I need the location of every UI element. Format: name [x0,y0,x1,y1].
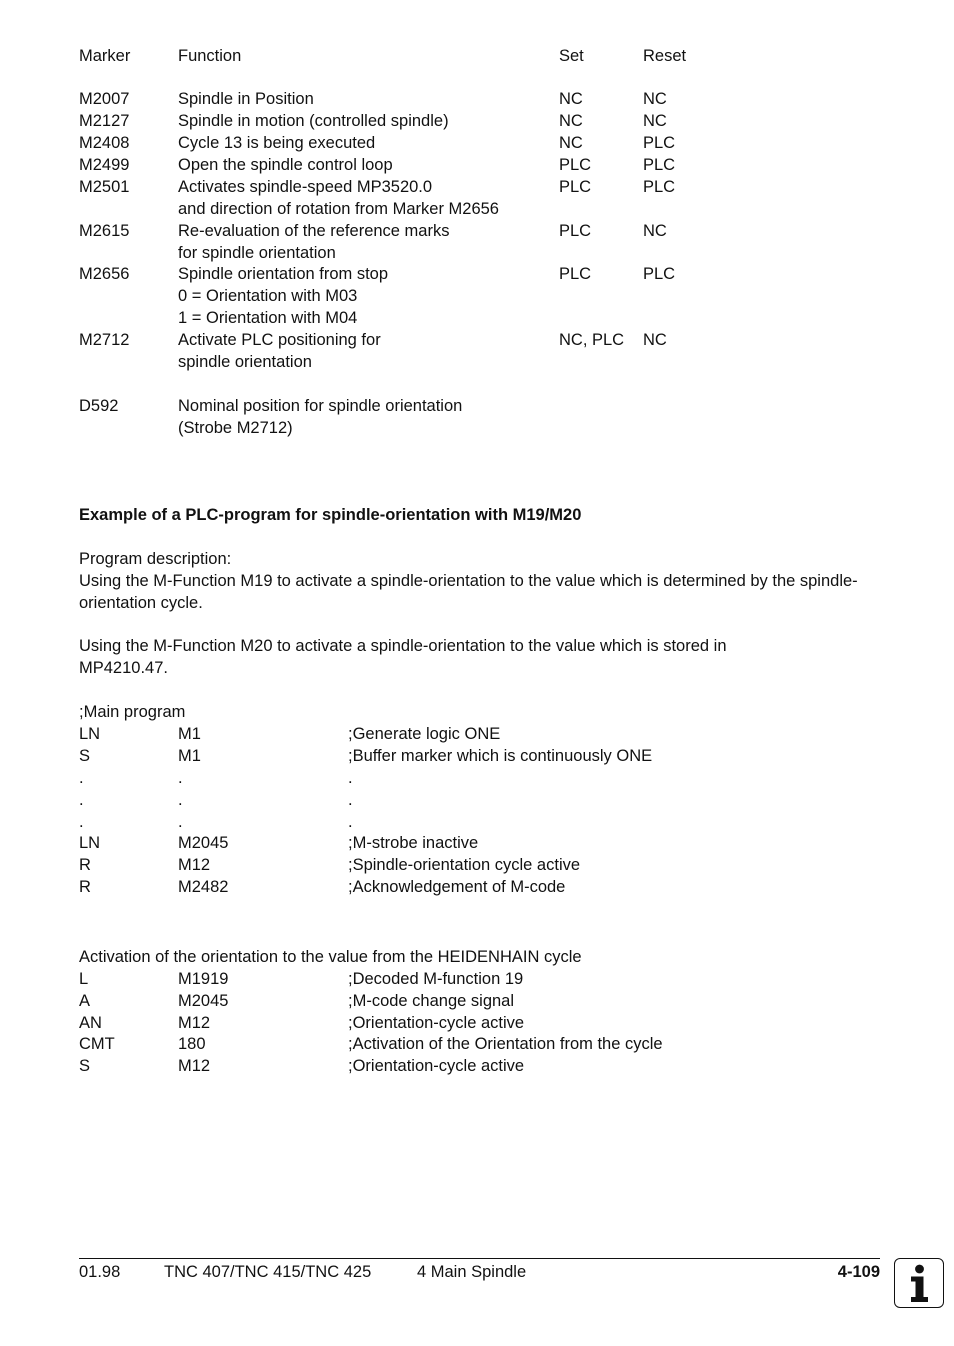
set-cell: PLC [559,265,592,283]
code-comment: ;Orientation-cycle active [348,1057,525,1075]
marker-cell: M2007 [79,90,130,108]
reset-cell: PLC [643,265,676,283]
code-op: S [79,1057,91,1075]
code-arg: M2045 [178,992,229,1010]
code-op: AN [79,1014,102,1032]
function-cell: for spindle orientation [178,244,336,262]
function-cell: Re-evaluation of the reference marks [178,222,450,240]
code-comment: ;Orientation-cycle active [348,1014,525,1032]
footer-models: TNC 407/TNC 415/TNC 425 [164,1263,372,1281]
code-op: LN [79,834,101,852]
code-comment: ;Decoded M-function 19 [348,970,524,988]
marker-cell: M2501 [79,178,130,196]
code-op: . [79,791,84,809]
code-op: L [79,970,89,988]
reset-cell: NC [643,90,667,108]
function-cell: and direction of rotation from Marker M2656 [178,200,499,218]
set-cell: NC, PLC [559,331,625,349]
code-arg: . [178,791,183,809]
function-cell: Activate PLC positioning for [178,331,381,349]
code-op: . [79,769,84,787]
function-cell: Nominal position for spindle orientation [178,397,463,415]
function-cell: Open the spindle control loop [178,156,393,174]
code-arg: M2045 [178,834,229,852]
footer-date: 01.98 [79,1263,121,1281]
marker-cell: M2615 [79,222,130,240]
code-comment: ;Activation of the Orientation from the cycle [348,1035,663,1053]
code-arg: M12 [178,1014,211,1032]
marker-cell: M2127 [79,112,130,130]
code-op: LN [79,725,101,743]
code-arg: M1 [178,725,201,743]
header-set: Set [559,47,584,65]
code-comment: ;M-strobe inactive [348,834,479,852]
code-comment: . [348,813,353,831]
set-cell: NC [559,90,583,108]
footer-divider [79,1258,880,1259]
reset-cell: PLC [643,134,676,152]
set-cell: PLC [559,178,592,196]
code-op: CMT [79,1035,115,1053]
set-cell: NC [559,134,583,152]
code-arg: . [178,813,183,831]
marker-cell: M2656 [79,265,130,283]
activation-label: Activation of the orientation to the value from the HEIDENHAIN cycle [79,948,582,966]
reset-cell: PLC [643,178,676,196]
code-op: R [79,878,91,896]
function-cell: Spindle in Position [178,90,314,108]
function-cell: Activates spindle-speed MP3520.0 [178,178,433,196]
function-cell: Spindle in motion (controlled spindle) [178,112,449,130]
code-arg: 180 [178,1035,206,1053]
reset-cell: NC [643,331,667,349]
code-arg: M12 [178,1057,211,1075]
code-comment: . [348,769,353,787]
program-description-label: Program description: [79,550,232,568]
code-comment: ;Generate logic ONE [348,725,501,743]
code-op: . [79,813,84,831]
code-comment: ;Acknowledgement of M-code [348,878,566,896]
reset-cell: NC [643,112,667,130]
function-cell: Spindle orientation from stop [178,265,389,283]
code-op: A [79,992,91,1010]
code-arg: M2482 [178,878,229,896]
header-reset: Reset [643,47,687,65]
header-marker: Marker [79,47,131,65]
code-arg: M1 [178,747,201,765]
main-program-label: ;Main program [79,703,186,721]
code-op: S [79,747,91,765]
marker-cell: M2712 [79,331,130,349]
code-arg: M1919 [178,970,229,988]
code-comment: ;Spindle-orientation cycle active [348,856,581,874]
code-arg: M12 [178,856,211,874]
code-op: R [79,856,91,874]
description-paragraph-m19: Using the M-Function M19 to activate a spindle-orientation to the value which is determined by the spindle-orientation cycle. [79,572,858,612]
function-cell: 0 = Orientation with M03 [178,287,358,305]
section-heading: Example of a PLC-program for spindle-orientation with M19/M20 [79,506,582,524]
marker-cell: D592 [79,397,119,415]
set-cell: NC [559,112,583,130]
info-icon [894,1258,944,1308]
code-comment: . [348,791,353,809]
function-cell: 1 = Orientation with M04 [178,309,358,327]
marker-cell: M2499 [79,156,130,174]
set-cell: PLC [559,156,592,174]
marker-cell: M2408 [79,134,130,152]
function-cell: Cycle 13 is being executed [178,134,376,152]
function-cell: (Strobe M2712) [178,419,293,437]
function-cell: spindle orientation [178,353,312,371]
reset-cell: NC [643,222,667,240]
set-cell: PLC [559,222,592,240]
info-icon-glyph [895,1259,942,1306]
header-function: Function [178,47,242,65]
code-comment: ;Buffer marker which is continuously ONE [348,747,653,765]
code-arg: . [178,769,183,787]
footer-chapter: 4 Main Spindle [417,1263,527,1281]
description-paragraph-m20: Using the M-Function M20 to activate a spindle-orientation to the value which is stored in MP4210.47. [79,637,727,677]
code-comment: ;M-code change signal [348,992,515,1010]
reset-cell: PLC [643,156,676,174]
page-number: 4-109 [837,1263,880,1281]
